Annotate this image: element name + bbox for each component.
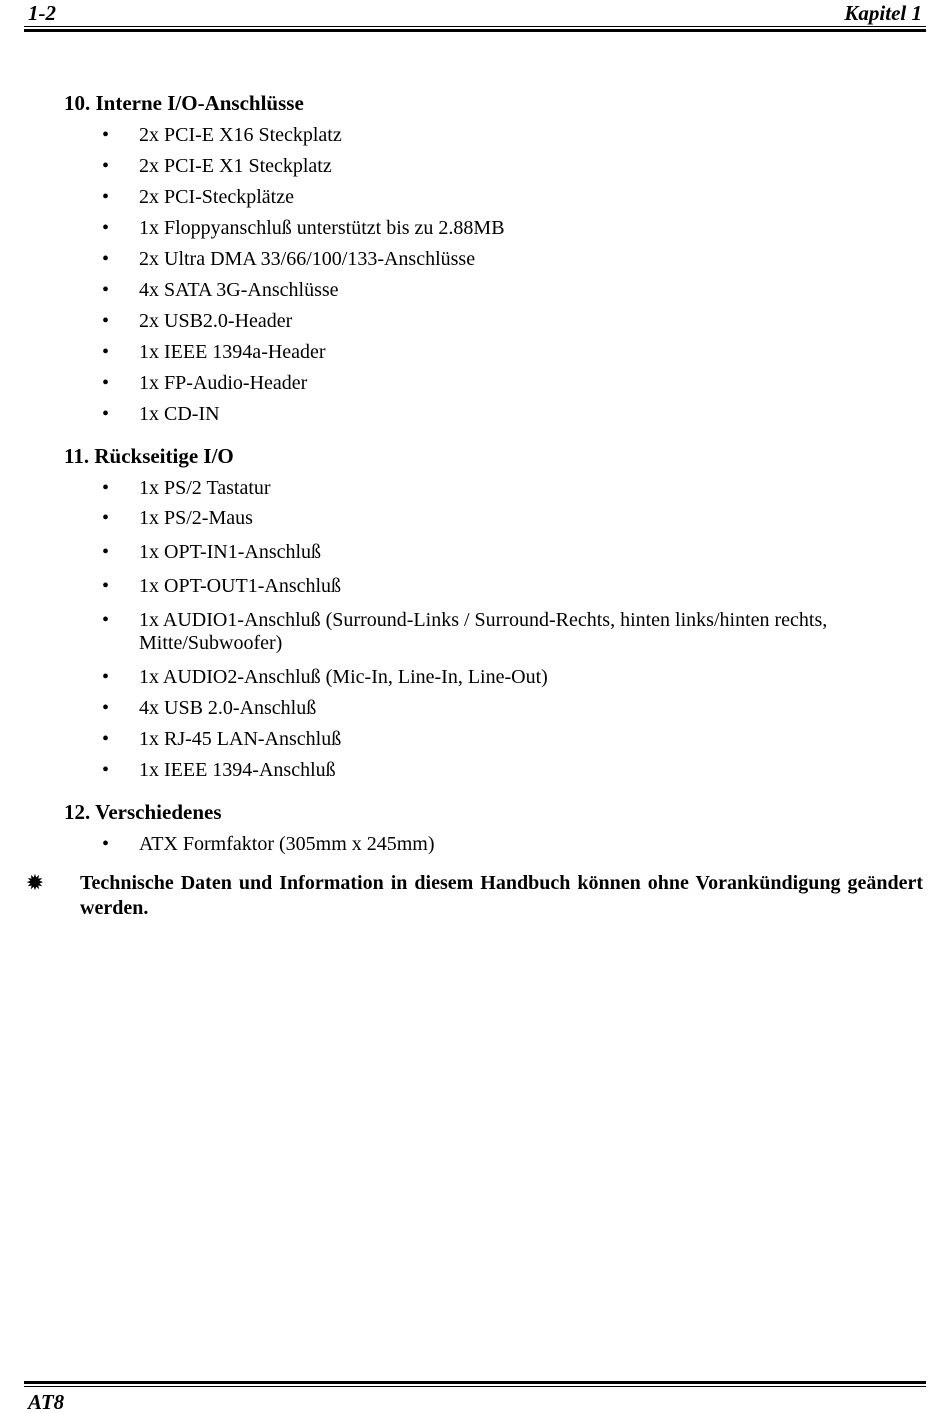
list-item-text: 2x USB2.0-Header	[139, 310, 293, 332]
bullet-icon: •	[102, 279, 110, 301]
list-item-text: 1x IEEE 1394a-Header	[139, 341, 326, 363]
bullet-icon: •	[102, 403, 110, 425]
bullet-icon: •	[102, 697, 110, 719]
list-item	[102, 833, 879, 856]
list-item	[102, 124, 879, 147]
bullet-icon: •	[102, 372, 110, 394]
list-item-text: 2x Ultra DMA 33/66/100/133-Anschlüsse	[139, 248, 476, 270]
list-item-text: 1x Floppyanschluß unterstützt bis zu 2.88MB	[139, 217, 505, 239]
list-item-text: 1x AUDIO1-Anschluß (Surround-Links / Surround-Rechts, hinten links/hinten rechts, Mitte/Subwoofer)	[139, 609, 828, 654]
list-item	[102, 728, 879, 751]
header-rule-thick	[24, 29, 926, 32]
list-item	[102, 403, 879, 426]
list-item	[102, 186, 879, 209]
list-item-text: 1x PS/2-Maus	[139, 507, 253, 529]
bullet-icon: •	[102, 666, 110, 688]
section-title: Interne I/O-Anschlüsse	[95, 91, 304, 115]
bullet-icon: •	[102, 507, 110, 529]
note-text: Technische Daten und Information in diesem Handbuch können ohne Vorankündigung geändert werden.	[80, 872, 923, 919]
list-item	[102, 609, 879, 655]
bullet-icon: •	[102, 759, 110, 781]
list-item-text: 1x FP-Audio-Header	[139, 372, 308, 394]
list-item-text: 2x PCI-E X1 Steckplatz	[139, 155, 332, 177]
list-item-text: 1x OPT-OUT1-Anschluß	[139, 575, 342, 597]
asterisk-burst-icon: ✹	[27, 873, 43, 894]
list-item	[102, 666, 879, 689]
page-number: 1-2	[28, 1, 56, 25]
list-item	[102, 759, 879, 782]
list-item	[102, 155, 879, 178]
list-item	[102, 217, 879, 240]
product-name: AT8	[28, 1390, 65, 1414]
bullet-icon: •	[102, 310, 110, 332]
list-item-text: 1x IEEE 1394-Anschluß	[139, 759, 336, 781]
list-item-text: 2x PCI-Steckplätze	[139, 186, 294, 208]
bullet-icon: •	[102, 248, 110, 270]
bullet-icon: •	[102, 541, 110, 563]
section-title: Rückseitige I/O	[94, 444, 234, 468]
list-item	[102, 372, 879, 395]
footer-rule-thin	[24, 1386, 926, 1387]
list-item-text: 1x OPT-IN1-Anschluß	[139, 541, 322, 563]
list-item-text: ATX Formfaktor (305mm x 245mm)	[139, 833, 435, 855]
list-item	[102, 279, 879, 302]
bullet-icon: •	[102, 609, 110, 631]
bullet-icon: •	[102, 575, 110, 597]
list-item-text: 4x USB 2.0-Anschluß	[139, 697, 317, 719]
bullet-icon: •	[102, 124, 110, 146]
list-item	[102, 341, 879, 364]
header-rule-thin	[24, 26, 926, 27]
list-item	[102, 477, 879, 500]
list-item-text: 1x RJ-45 LAN-Anschluß	[139, 728, 342, 750]
list-item	[102, 697, 879, 720]
list-item-text: 1x PS/2 Tastatur	[139, 477, 271, 499]
list-item-text: 1x CD-IN	[139, 403, 220, 425]
list-item	[102, 507, 879, 530]
list-item	[102, 541, 879, 564]
section-number: 12.	[64, 800, 91, 824]
list-item-text: 1x AUDIO2-Anschluß (Mic-In, Line-In, Line-Out)	[139, 666, 548, 688]
list-item	[102, 575, 879, 598]
section-number: 10.	[64, 91, 91, 115]
section-title: Verschiedenes	[95, 800, 222, 824]
section-number: 11.	[64, 444, 90, 468]
bullet-icon: •	[102, 341, 110, 363]
list-item	[102, 310, 879, 333]
bullet-icon: •	[102, 186, 110, 208]
bullet-icon: •	[102, 728, 110, 750]
bullet-icon: •	[102, 477, 110, 499]
footer-rule-thick	[24, 1381, 926, 1384]
list-item-text: 2x PCI-E X16 Steckplatz	[139, 124, 342, 146]
bullet-icon: •	[102, 833, 110, 855]
list-item	[102, 248, 879, 271]
section-heading	[64, 93, 304, 114]
chapter-title: Kapitel 1	[844, 1, 922, 25]
bullet-icon: •	[102, 155, 110, 177]
section-heading	[64, 802, 222, 823]
list-item-text: 4x SATA 3G-Anschlüsse	[139, 279, 339, 301]
section-heading	[64, 446, 234, 467]
bullet-icon: •	[102, 217, 110, 239]
